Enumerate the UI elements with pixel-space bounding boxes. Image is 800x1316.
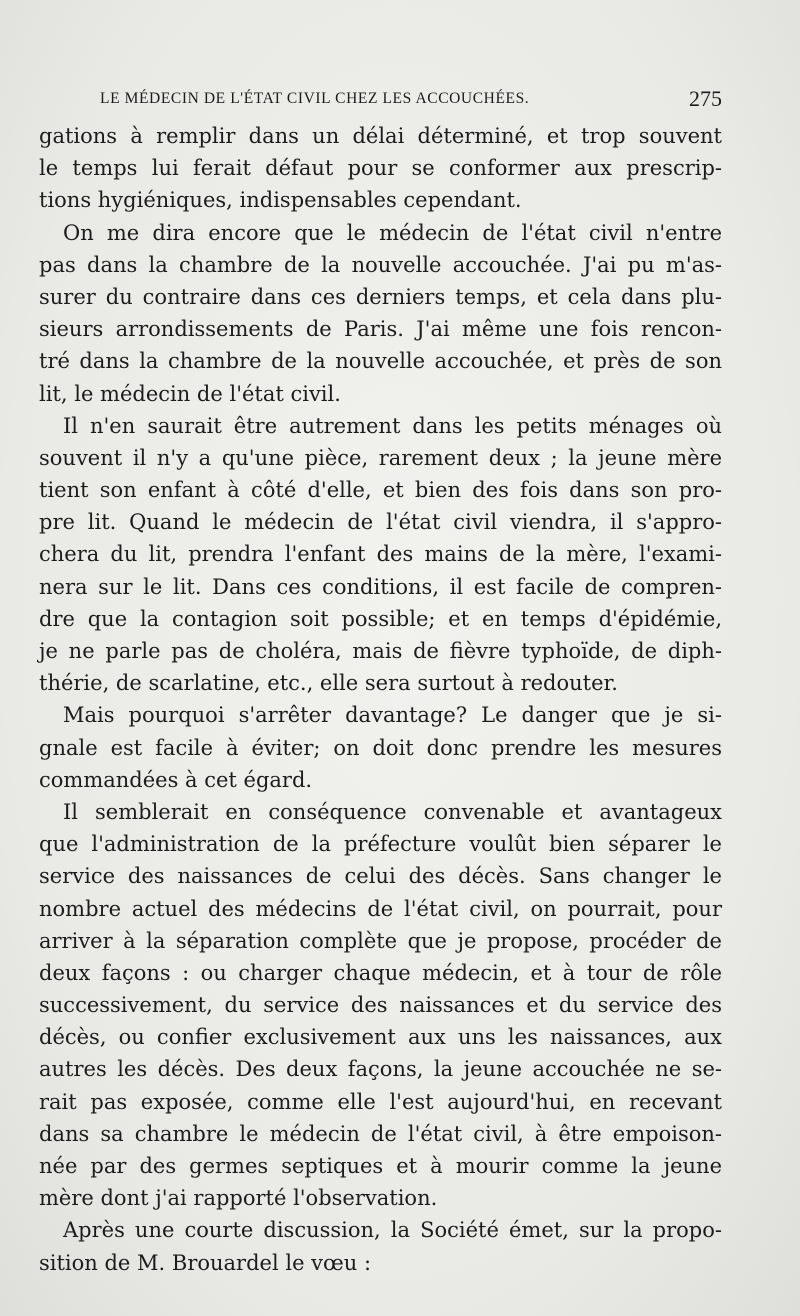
text-line: mère dont j'ai rapporté l'observation. [39, 1186, 438, 1211]
text-line: sition de M. Brouardel le vœu : [39, 1250, 372, 1275]
text-line: je ne parle pas de choléra, mais de fièvre typhoïde, de diph- [39, 639, 722, 663]
text-line: née par des germes septiques et à mourir comme la jeune [39, 1154, 722, 1178]
text-line: le temps lui ferait défaut pour se conformer aux prescrip- [39, 156, 722, 181]
text-line: tient son enfant à côté d'elle, et bien des fois dans son pro- [39, 478, 722, 503]
text-line: surer du contraire dans ces derniers temps, et cela dans plu- [39, 284, 722, 309]
text-line: sieurs arrondissements de Paris. J'ai même une fois rencon- [39, 317, 722, 342]
running-head: LE MÉDECIN DE L'ÉTAT CIVIL CHEZ LES ACCOUCHÉES. [100, 90, 530, 107]
text-line: successivement, du service des naissances et du service des [39, 993, 722, 1018]
text-line: tions hygiéniques, indispensables cependant. [39, 188, 522, 213]
text-line: service des naissances de celui des décès. Sans changer le [39, 864, 722, 889]
text-line: tré dans la chambre de la nouvelle accouchée, et près de son [39, 349, 722, 374]
body-text [39, 120, 722, 1279]
text-line: deux façons : ou charger chaque médecin, et à tour de rôle [39, 960, 722, 985]
text-line: Il semblerait en conséquence convenable et avantageux [63, 799, 722, 824]
text-line: pre lit. Quand le médecin de l'état civil viendra, il s'appro- [39, 510, 722, 535]
text-line: gations à remplir dans un délai déterminé, et trop souvent [39, 124, 722, 148]
text-line: décès, ou confier exclusivement aux uns les naissances, aux [39, 1025, 722, 1050]
text-line: chera du lit, prendra l'enfant des mains de la mère, l'exami- [39, 542, 722, 567]
text-line: nera sur le lit. Dans ces conditions, il est facile de compren- [39, 574, 722, 599]
text-line: rait pas exposée, comme elle l'est aujourd'hui, en recevant [39, 1089, 722, 1114]
text-line: gnale est facile à éviter; on doit donc prendre les mesures [39, 735, 722, 760]
text-line: que l'administration de la préfecture voulût bien séparer le [39, 832, 722, 857]
text-line: On me dira encore que le médecin de l'état civil n'entre [63, 220, 722, 245]
text-line: lit, le médecin de l'état civil. [39, 381, 341, 406]
page-number: 275 [689, 86, 722, 111]
page-header [100, 88, 722, 114]
text-line: dre que la contagion soit possible; et en temps d'épidémie, [39, 606, 722, 631]
text-line: souvent il n'y a qu'une pièce, rarement deux ; la jeune mère [39, 445, 722, 470]
text-line: commandées à cet égard. [39, 767, 313, 792]
text-line: Il n'en saurait être autrement dans les petits ménages où [63, 413, 722, 438]
text-line: pas dans la chambre de la nouvelle accouchée. J'ai pu m'as- [39, 252, 722, 277]
text-line: thérie, de scarlatine, etc., elle sera surtout à redouter. [39, 671, 618, 696]
text-line: nombre actuel des médecins de l'état civil, on pourrait, pour [39, 896, 722, 921]
text-line: Après une courte discussion, la Société émet, sur la propo- [63, 1218, 722, 1243]
text-line: Mais pourquoi s'arrêter davantage? Le danger que je si- [63, 703, 722, 728]
text-line: autres les décès. Des deux façons, la jeune accouchée ne se- [39, 1057, 722, 1082]
text-line: dans sa chambre le médecin de l'état civil, à être empoison- [39, 1121, 722, 1146]
text-line: arriver à la séparation complète que je propose, procéder de [39, 928, 722, 953]
